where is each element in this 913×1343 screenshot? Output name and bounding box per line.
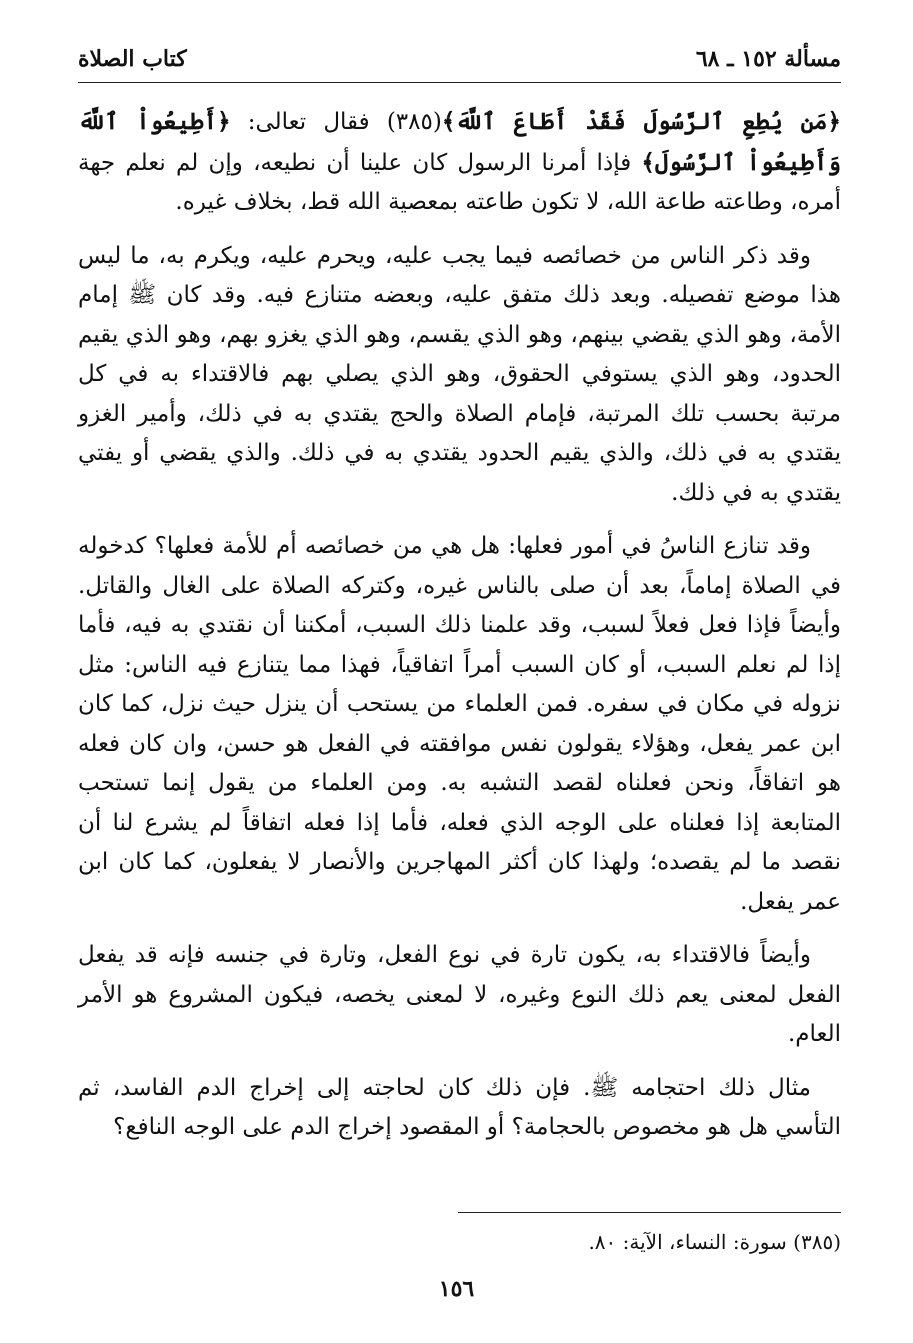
paragraph — [78, 1069, 841, 1148]
footnote-divider — [458, 1212, 841, 1213]
paragraph — [78, 237, 841, 514]
text-segment: فإذا أمرنا الرسول كان علينا أن نطيعه، وإن لم نعلم جهة أمره، وطاعته طاعة الله، لا تكون طاعته بمعصية الله قط، بخلاف غيره. — [78, 149, 841, 215]
text-segment: مثال ذلك احتجامه ﷺ. فإن ذلك كان لحاجته إلى إخراج الدم الفاسد، ثم التأسي هل هو مخصوص بالحجامة؟ أو المقصود إخراج الدم على الوجه النافع؟ — [78, 1074, 841, 1140]
page-header — [78, 42, 841, 72]
chapter-reference: مسألة ١٥٢ ـ ٦٨ — [695, 46, 841, 72]
header-divider — [78, 82, 841, 83]
quran-verse: ﴿مَن يُطِعِ ٱلرَّسُولَ فَقَدْ أَطَاعَ ٱللَّهَ﴾ — [441, 108, 841, 135]
book-title: كتاب الصلاة — [78, 46, 187, 72]
body-text — [78, 102, 841, 1162]
text-segment: وقد ذكر الناس من خصائصه فيما يجب عليه، ويحرم عليه، ويكرم به، ما ليس هذا موضع تفصيله. وبعد ذلك متفق عليه، وبعضه متنازع فيه. وقد كان ﷺ إمام الأمة، وهو الذي يقضي بينهم، وهو الذي يقسم، وهو الذي يغزو بهم، وهو الذي يقيم الحدود، وهو الذي يستوفي الحقوق، وهو الذي يصلي بهم فالاقتداء به في كل مرتبة بحسب تلك المرتبة، فإمام الصلاة والحج يقتدي به في ذلك، وأمير الغزو يقتدي به في ذلك، والذي يقيم الحدود يقتدي به في ذلك. والذي يقضي أو يفتي يقتدي به في ذلك. — [78, 242, 841, 506]
page-number: ١٥٦ — [438, 1276, 475, 1302]
text-segment: وقد تنازع الناسُ في أمور فعلها: هل هي من خصائصه أم للأمة فعلها؟ كدخوله في الصلاة إماماً، بعد أن صلى بالناس غيره، وكتركه الصلاة على الغال والقاتل. وأيضاً فإذا فعل فعلاً لسبب، وقد علمنا ذلك السبب، أمكننا أن نقتدي به فيه، فأما إذا لم نعلم السبب، أو كان السبب أمراً اتفاقياً، فهذا مما يتنازع فيه الناس: مثل نزوله في مكان في سفره. فمن العلماء من يستحب أن ينزل حيث نزل، كما كان ابن عمر يفعل، وهؤلاء يقولون نفس موافقته في الفعل هو حسن، وان كان فعله هو اتفاقاً، ونحن فعلناه لقصد التشبه به. ومن العلماء من يقول إنما تستحب المتابعة إذا فعلناه على الوجه الذي فعله، فأما إذا فعله اتفاقاً لم يشرع لنا أن نقصد ما لم يقصده؛ ولهذا كان أكثر المهاجرين والأنصار لا يفعلون، كما كان ابن عمر يفعل. — [78, 533, 841, 915]
paragraph — [78, 527, 841, 922]
text-segment: (٣٨٥) فقال تعالى: — [230, 109, 442, 135]
paragraph — [78, 936, 841, 1055]
footnote: (٣٨٥) سورة: النساء، الآية: ٨٠. — [588, 1230, 841, 1254]
quran-verse: ﴿أَطِيعُواْ ٱللَّهَ وَأَطِيعُواْ ٱلرَّسُولَ﴾ — [78, 108, 841, 176]
text-segment: وأيضاً فالاقتداء به، يكون تارة في نوع الفعل، وتارة في جنسه فإنه قد يفعل الفعل لمعنى يعم ذلك النوع وغيره، لا لمعنى يخصه، فيكون المشروع هو الأمر العام. — [78, 942, 841, 1047]
paragraph — [78, 102, 841, 223]
